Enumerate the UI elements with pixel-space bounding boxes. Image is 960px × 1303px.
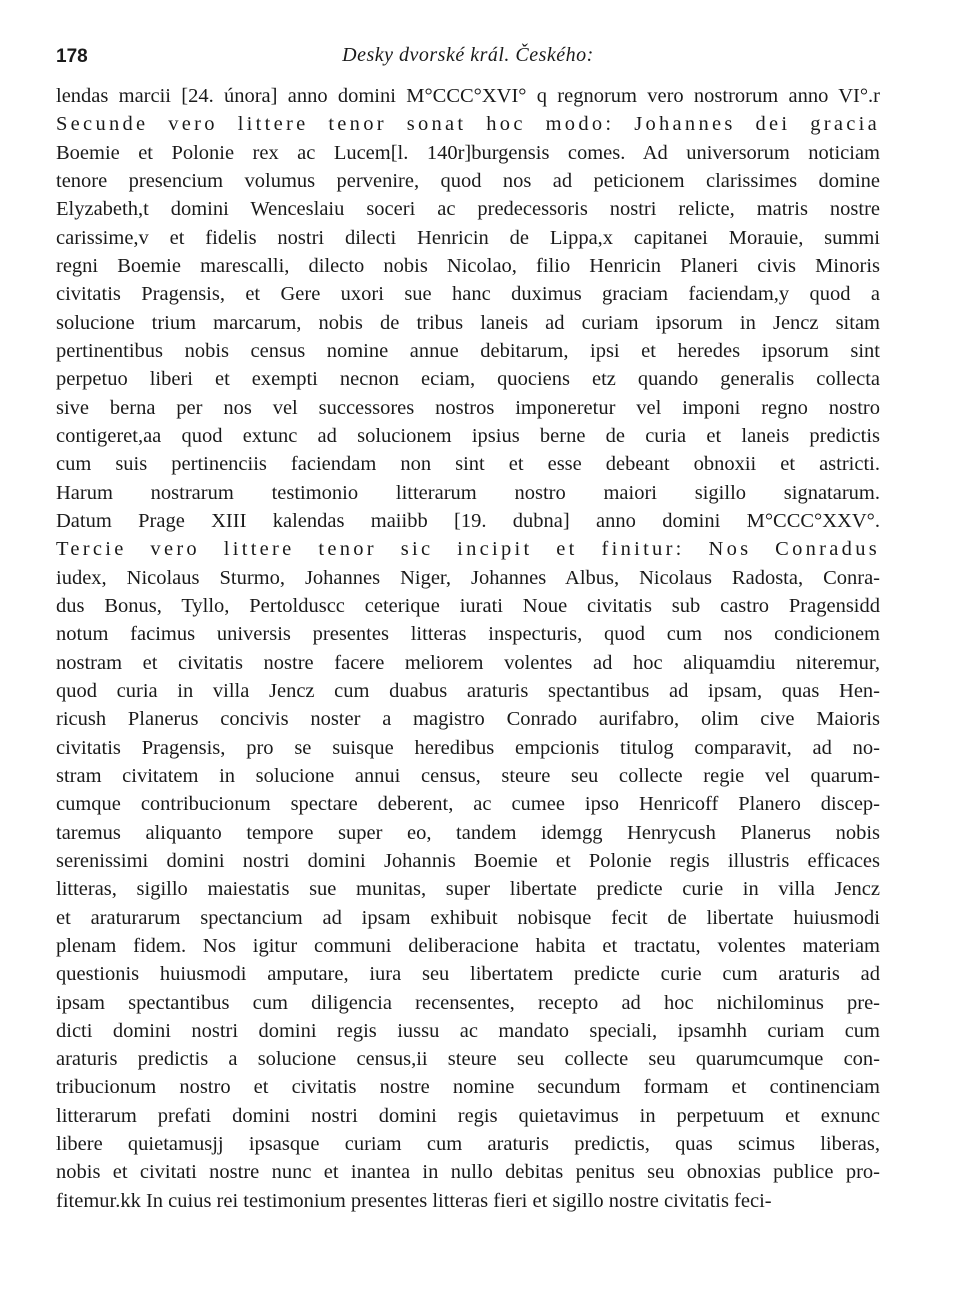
text-line: litterarum prefati domini nostri domini regis quietavimus in perpetuum et exnunc [56, 1104, 880, 1127]
text-line: Secunde vero littere tenor sonat hoc modo: Johannes dei gracia [56, 113, 880, 136]
text-line: sive berna per nos vel successores nostros imponeretur vel imponi regno nostro [56, 396, 880, 419]
text-line: Harum nostrarum testimonio litterarum nostro maiori sigillo signatarum. [56, 481, 880, 504]
text-line: et araturarum spectancium ad ipsam exhibuit nobisque fecit de libertate huiusmodi [56, 906, 880, 929]
text-line: dicti domini nostri domini regis iussu ac mandato speciali, ipsamhh curiam cum [56, 1019, 880, 1042]
page-header [56, 44, 880, 76]
text-line: cum suis pertinenciis faciendam non sint et esse debeant obnoxii et astricti. [56, 453, 880, 476]
text-line: serenissimi domini nostri domini Johannis Boemie et Polonie regis illustris efficaces [56, 849, 880, 872]
text-line: regni Boemie marescalli, dilecto nobis Nicolao, filio Henricin Planeri civis Minoris [56, 254, 880, 277]
body-text [56, 82, 880, 1215]
text-line: contigeret,aa quod extunc ad solucionem ipsius berne de curia et laneis predictis [56, 424, 880, 447]
text-line: civitatis Pragensis, et Gere uxori sue hanc duximus graciam faciendam,y quod a [56, 283, 880, 306]
text-line: tribucionum nostro et civitatis nostre nomine secundum formam et continenciam [56, 1076, 880, 1099]
text-line: Elyzabeth,t domini Wenceslaiu soceri ac predecessoris nostri relicte, matris nostre [56, 198, 880, 221]
text-line: libere quietamusjj ipsasque curiam cum araturis predictis, quas scimus liberas, [56, 1133, 880, 1156]
running-title: Desky dvorské král. Českého: [342, 44, 594, 66]
text-line: perpetuo liberi et exempti necnon eciam, quociens etz quando generalis collecta [56, 368, 880, 391]
text-line: stram civitatem in solucione annui census, steure seu collecte regie vel quarum- [56, 764, 880, 787]
text-line: quod curia in villa Jencz cum duabus araturis spectantibus ad ipsam, quas Hen- [56, 679, 880, 702]
text-line: dus Bonus, Tyllo, Pertolduscc ceterique iurati Noue civitatis sub castro Pragensidd [56, 594, 880, 617]
text-line: Tercie vero littere tenor sic incipit et finitur: Nos Conradus [56, 538, 880, 561]
text-line: questionis huiusmodi amputare, iura seu libertatem predicte curie cum araturis ad [56, 963, 880, 986]
text-line: nostram et civitatis nostre facere meliorem volentes ad hoc aliquamdiu niteremur, [56, 651, 880, 674]
text-line: Datum Prage XIII kalendas maiibb [19. dubna] anno domini M°CCC°XXV°. [56, 509, 880, 532]
text-line: araturis predictis a solucione census,ii steure seu collecte seu quarumcumque con- [56, 1048, 880, 1071]
text-line: civitatis Pragensis, pro se suisque heredibus empcionis titulog comparavit, ad no- [56, 736, 880, 759]
text-line: lendas marcii [24. února] anno domini M°CCC°XVI° q regnorum vero nostrorum anno VI°.r [56, 85, 880, 107]
text-line: cumque contribucionum spectare deberent, ac cumee ipso Henricoff Planero discep- [56, 793, 880, 816]
text-line: litteras, sigillo maiestatis sue munitas, super libertate predicte curie in villa Jencz [56, 878, 880, 901]
text-line: plenam fidem. Nos igitur communi deliberacione habita et tractatu, volentes materiam [56, 934, 880, 957]
text-line: nobis et civitati nostre nunc et inantea in nullo debitas penitus seu obnoxias publice pro- [56, 1161, 880, 1184]
text-line: solucione trium marcarum, nobis de tribus laneis ad curiam ipsorum in Jencz sitam [56, 311, 880, 334]
page-number: 178 [56, 46, 88, 67]
text-line: carissime,v et fidelis nostri dilecti Henricin de Lippa,x capitanei Morauie, summi [56, 226, 880, 249]
text-line: fitemur.kk In cuius rei testimonium presentes litteras fieri et sigillo nostre civitatis feci- [56, 1189, 772, 1212]
text-line: ricush Planerus concivis noster a magistro Conrado aurifabro, olim cive Maioris [56, 708, 880, 731]
text-line: tenore presencium volumus pervenire, quod nos ad peticionem clarissimes domine [56, 169, 880, 192]
text-line: ipsam spectantibus cum diligencia recensentes, recepto ad hoc nichilominus pre- [56, 991, 880, 1014]
text-line: Boemie et Polonie rex ac Lucem[l. 140r]burgensis comes. Ad universorum noticiam [56, 141, 880, 164]
text-line: taremus aliquanto tempore super eo, tandem idemgg Henrycush Planerus nobis [56, 821, 880, 844]
text-line: notum facimus universis presentes litteras inspecturis, quod cum nos condicionem [56, 623, 880, 646]
text-line: pertinentibus nobis census nomine annue debitarum, ipsi et heredes ipsorum sint [56, 339, 880, 362]
text-line: iudex, Nicolaus Sturmo, Johannes Niger, Johannes Albus, Nicolaus Radosta, Conra- [56, 566, 880, 589]
